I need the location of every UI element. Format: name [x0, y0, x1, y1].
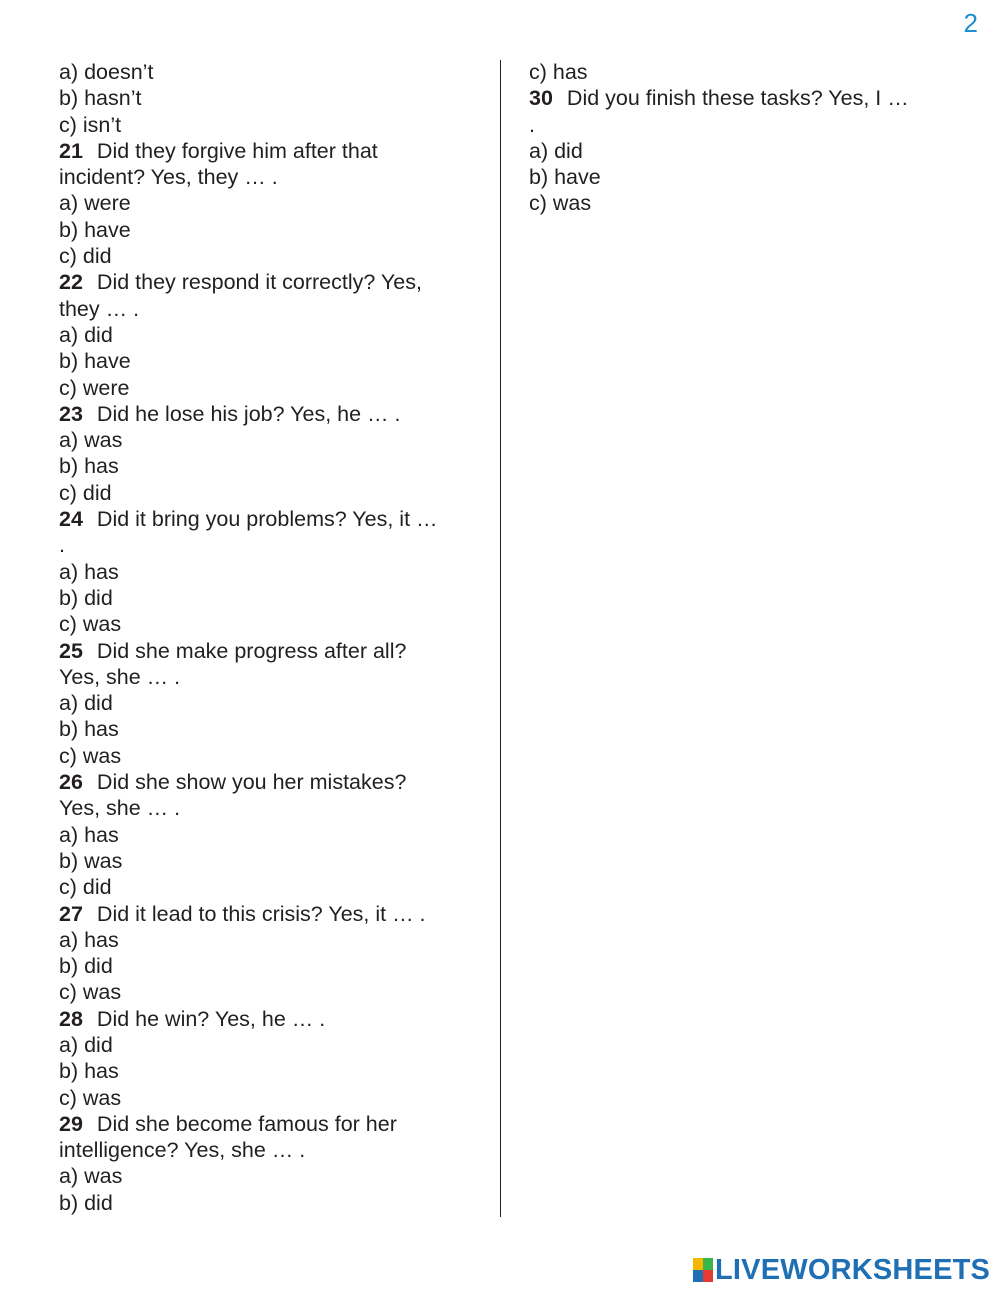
question-line — [59, 901, 479, 927]
answer-line: c) was — [59, 980, 122, 1005]
answer-line: b) has — [59, 717, 119, 742]
question-line — [529, 85, 949, 111]
question-text: Did he lose his job? Yes, he … . — [96, 401, 401, 426]
answer-line: c) was — [529, 191, 592, 216]
question-text: Did they respond it correctly? Yes, — [96, 270, 422, 295]
answer-line: c) was — [59, 1085, 122, 1110]
question-number: 26 — [59, 770, 83, 795]
answer-line: b) have — [529, 165, 601, 190]
question-text: Did he win? Yes, he … . — [96, 1006, 326, 1031]
question-number: 29 — [59, 1111, 83, 1136]
left-column — [59, 59, 479, 1216]
question-text: Did they forgive him after that — [96, 138, 378, 163]
answer-line: a) doesn’t — [59, 60, 154, 84]
question-line — [59, 401, 479, 427]
liveworksheets-logo-icon — [693, 1258, 713, 1282]
answer-line: they … . — [59, 296, 140, 321]
question-line — [59, 638, 479, 664]
answer-line: Yes, she … . — [59, 796, 181, 821]
liveworksheets-logo[interactable] — [693, 1253, 990, 1287]
question-number: 23 — [59, 401, 83, 426]
question-line — [59, 1111, 479, 1137]
answer-line: a) has — [59, 559, 119, 584]
question-line — [59, 269, 479, 295]
answer-line: b) has — [59, 1059, 119, 1084]
page-number: 2 — [963, 8, 978, 38]
question-line — [59, 1006, 479, 1032]
question-number: 28 — [59, 1006, 83, 1031]
answer-line: b) have — [59, 349, 131, 374]
question-text: Did she become famous for her — [96, 1111, 397, 1136]
answer-line: a) has — [59, 927, 119, 952]
answer-line: b) hasn’t — [59, 86, 142, 111]
answer-line: c) were — [59, 375, 130, 400]
question-number: 30 — [529, 86, 553, 111]
question-text: Did she make progress after all? — [96, 638, 407, 663]
answer-line: c) has — [529, 60, 588, 84]
answer-line: a) was — [59, 1164, 123, 1189]
answer-line: b) did — [59, 1190, 113, 1215]
answer-line: b) was — [59, 848, 123, 873]
answer-line: c) did — [59, 875, 112, 900]
answer-line: b) have — [59, 217, 131, 242]
answer-line: . — [529, 112, 535, 137]
answer-line: intelligence? Yes, she … . — [59, 1138, 306, 1163]
answer-line: c) was — [59, 612, 122, 637]
answer-line: a) were — [59, 191, 131, 216]
answer-line: c) did — [59, 480, 112, 505]
question-text: Did it bring you problems? Yes, it … — [96, 507, 438, 532]
question-line — [59, 506, 479, 532]
answer-line: incident? Yes, they … . — [59, 165, 278, 190]
liveworksheets-logo-text: LIVEWORKSHEETS — [715, 1253, 991, 1286]
answer-line: c) did — [59, 244, 112, 269]
answer-line: b) did — [59, 954, 113, 979]
answer-line: a) did — [59, 1032, 113, 1057]
logo-tile — [693, 1258, 703, 1270]
question-number: 27 — [59, 901, 83, 926]
answer-line: a) was — [59, 428, 123, 453]
answer-line: a) did — [59, 691, 113, 716]
answer-line: b) has — [59, 454, 119, 479]
answer-line: a) did — [529, 138, 583, 163]
answer-line: . — [59, 533, 65, 558]
question-number: 25 — [59, 638, 83, 663]
answer-line: c) was — [59, 743, 122, 768]
logo-tile — [693, 1270, 703, 1282]
question-text: Did you finish these tasks? Yes, I … — [566, 86, 909, 111]
question-line — [59, 769, 479, 795]
question-number: 21 — [59, 138, 83, 163]
question-number: 22 — [59, 270, 83, 295]
question-number: 24 — [59, 507, 83, 532]
answer-line: b) did — [59, 585, 113, 610]
right-column — [529, 59, 949, 217]
answer-line: c) isn’t — [59, 112, 122, 137]
answer-line: a) has — [59, 822, 119, 847]
answer-line: Yes, she … . — [59, 664, 181, 689]
logo-tile — [703, 1270, 713, 1282]
logo-tile — [703, 1258, 713, 1270]
question-text: Did it lead to this crisis? Yes, it … . — [96, 901, 426, 926]
question-line — [59, 138, 479, 164]
column-divider — [500, 60, 501, 1217]
question-text: Did she show you her mistakes? — [96, 770, 407, 795]
answer-line: a) did — [59, 322, 113, 347]
